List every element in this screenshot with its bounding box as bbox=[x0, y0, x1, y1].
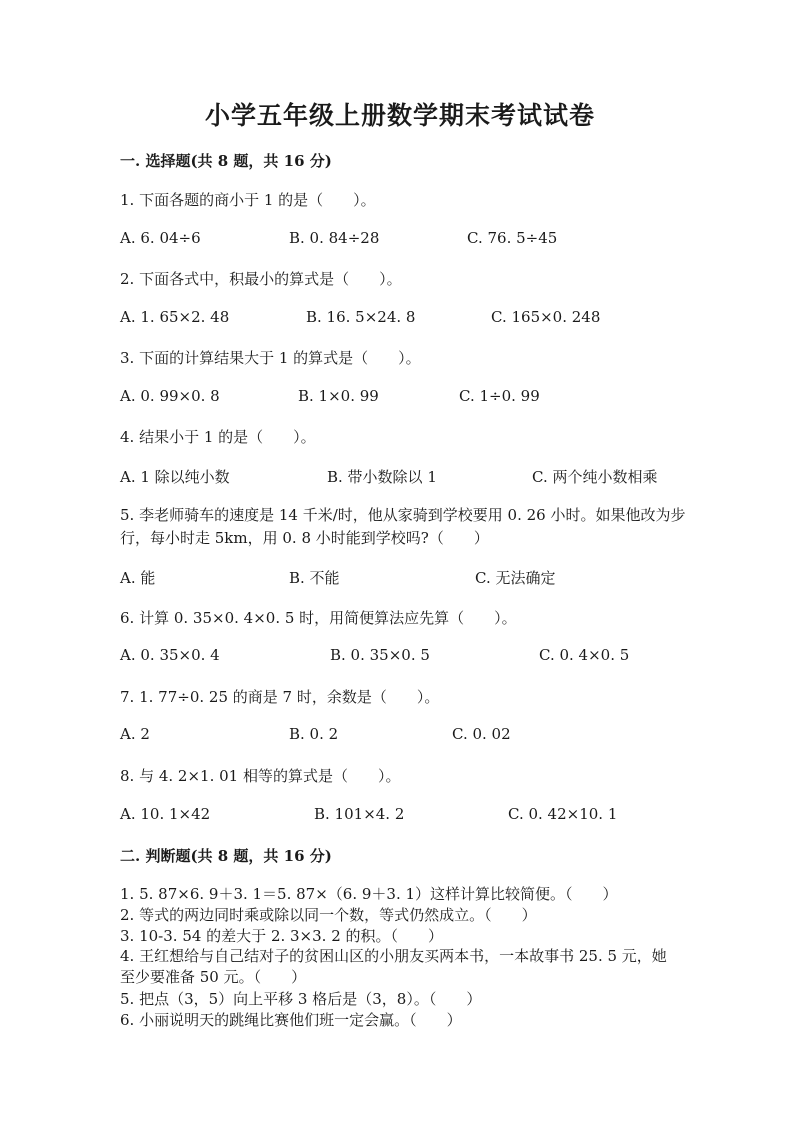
question-stem: 5. 李老师骑车的速度是 14 千米/时，他从家骑到学校要用 0. 26 小时。如果他改为步行，每小时走 5km，用 0. 8 小时能到学校吗?（ ） bbox=[120, 506, 686, 547]
question-stem: 8. 与 4. 2×1. 01 相等的算式是（ ）。 bbox=[120, 767, 401, 785]
judgement-item: 1. 5. 87×6. 9＋3. 1＝5. 87×（6. 9＋3. 1）这样计算比较简便。（ ） bbox=[120, 885, 618, 903]
question-stem: 1. 下面各题的商小于 1 的是（ ）。 bbox=[120, 191, 376, 209]
question-stem: 4. 结果小于 1 的是（ ）。 bbox=[120, 428, 316, 446]
judgement-item: 4. 王红想给与自己结对子的贫困山区的小朋友买两本书，一本故事书 25. 5 元，她至少要准备 50 元。（ ） bbox=[120, 947, 667, 986]
judgement-item: 3. 10-3. 54 的差大于 2. 3×3. 2 的积。（ ） bbox=[120, 927, 444, 945]
option-b: B. 16. 5×24. 8 bbox=[306, 308, 416, 326]
option-a: A. 2 bbox=[120, 725, 150, 743]
option-b: B. 0. 84÷28 bbox=[289, 229, 380, 247]
judgement-item: 6. 小丽说明天的跳绳比赛他们班一定会赢。（ ） bbox=[120, 1011, 462, 1029]
option-b: B. 101×4. 2 bbox=[314, 805, 405, 823]
option-b: B. 0. 2 bbox=[289, 725, 339, 743]
option-b: B. 带小数除以 1 bbox=[327, 468, 437, 486]
option-a: A. 1. 65×2. 48 bbox=[120, 308, 230, 326]
question-stem: 2. 下面各式中，积最小的算式是（ ）。 bbox=[120, 270, 402, 288]
option-c: C. 0. 02 bbox=[452, 725, 511, 743]
option-a: A. 6. 04÷6 bbox=[120, 229, 201, 247]
judgement-item: 5. 把点（3，5）向上平移 3 格后是（3，8）。（ ） bbox=[120, 990, 482, 1008]
option-a: A. 能 bbox=[120, 569, 156, 587]
section-heading-judgement: 二. 判断题(共 8 题，共 16 分) bbox=[120, 847, 332, 865]
option-c: C. 76. 5÷45 bbox=[467, 229, 558, 247]
option-c: C. 无法确定 bbox=[475, 569, 556, 587]
option-a: A. 1 除以纯小数 bbox=[120, 468, 230, 486]
question-stem: 7. 1. 77÷0. 25 的商是 7 时，余数是（ ）。 bbox=[120, 688, 440, 706]
option-c: C. 165×0. 248 bbox=[491, 308, 601, 326]
option-a: A. 10. 1×42 bbox=[120, 805, 211, 823]
option-b: B. 1×0. 99 bbox=[298, 387, 379, 405]
option-c: C. 0. 42×10. 1 bbox=[508, 805, 618, 823]
question-stem: 3. 下面的计算结果大于 1 的算式是（ ）。 bbox=[120, 349, 421, 367]
option-b: B. 0. 35×0. 5 bbox=[330, 646, 430, 664]
option-c: C. 两个纯小数相乘 bbox=[532, 468, 658, 486]
option-b: B. 不能 bbox=[289, 569, 340, 587]
question-stem: 6. 计算 0. 35×0. 4×0. 5 时，用简便算法应先算（ ）。 bbox=[120, 609, 517, 627]
section-heading-choice: 一. 选择题(共 8 题，共 16 分) bbox=[120, 152, 332, 170]
judgement-item: 2. 等式的两边同时乘或除以同一个数，等式仍然成立。（ ） bbox=[120, 906, 537, 924]
option-c: C. 0. 4×0. 5 bbox=[539, 646, 630, 664]
page-title: 小学五年级上册数学期末考试试卷 bbox=[204, 101, 595, 130]
option-a: A. 0. 99×0. 8 bbox=[120, 387, 220, 405]
option-a: A. 0. 35×0. 4 bbox=[120, 646, 220, 664]
option-c: C. 1÷0. 99 bbox=[459, 387, 540, 405]
